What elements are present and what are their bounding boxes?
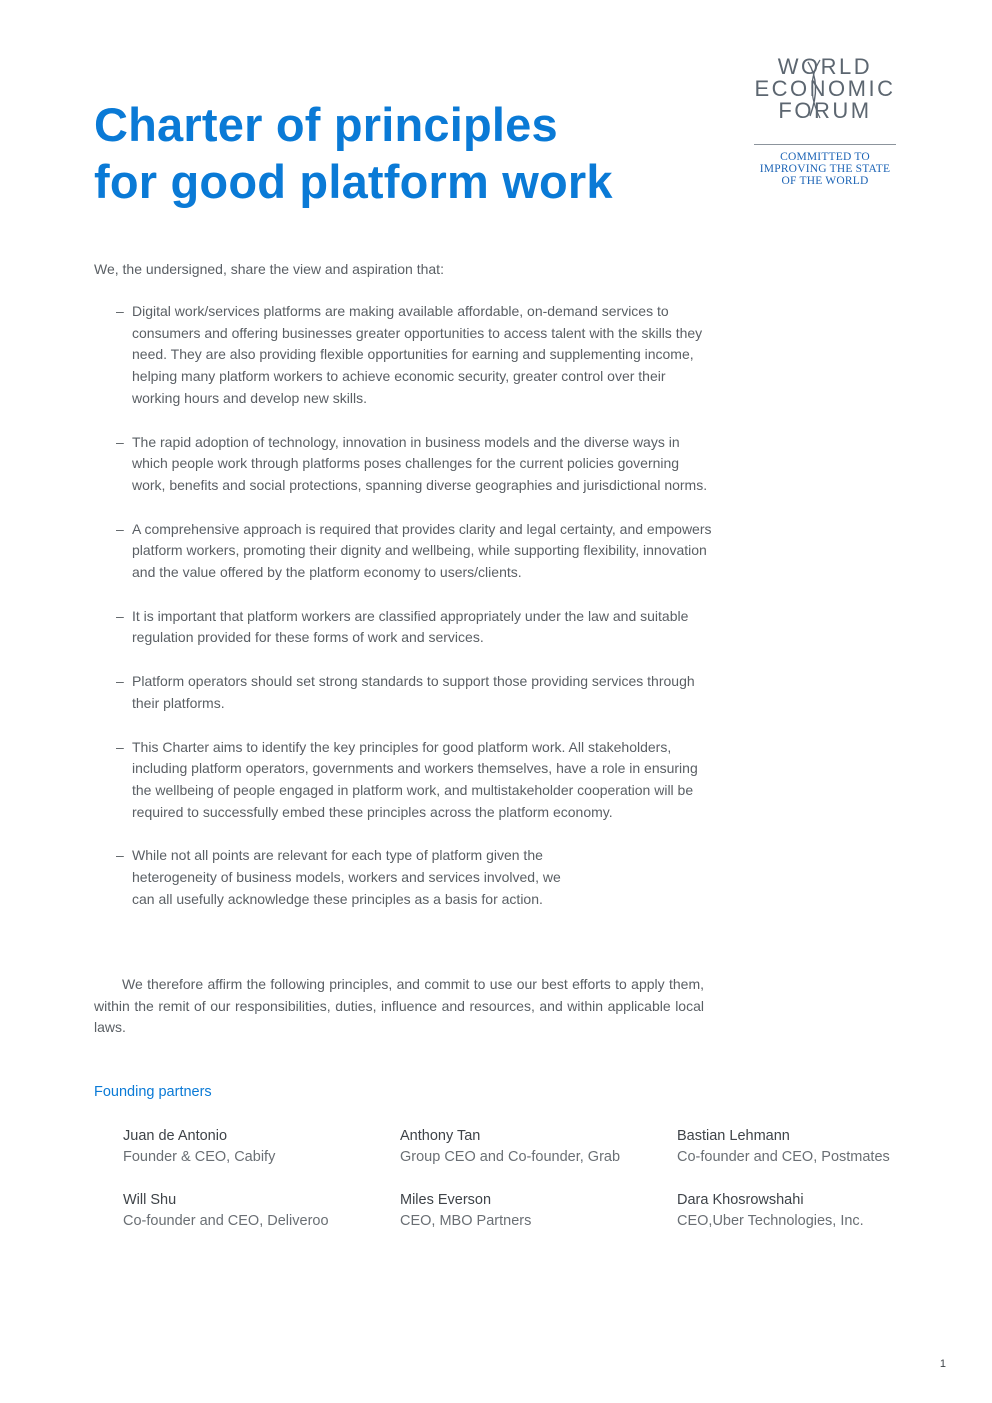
intro-text: We, the undersigned, share the view and aspiration that: <box>94 261 444 277</box>
list-item <box>116 737 716 824</box>
bullet-text: While not all points are relevant for each type of platform given the heterogeneity of business models, workers and services involved, we can all usefully acknowledge these principles as a basis for action. <box>132 847 561 907</box>
principles-list <box>116 301 716 932</box>
partner-role: Co-founder and CEO, Postmates <box>677 1149 890 1165</box>
list-item <box>116 432 716 497</box>
list-item <box>116 845 716 910</box>
partner-name: Miles Everson <box>400 1192 492 1208</box>
partner-role: CEO,Uber Technologies, Inc. <box>677 1213 864 1229</box>
bullet-dash: – <box>116 738 124 755</box>
bullet-dash: – <box>116 673 124 690</box>
bullet-dash: – <box>116 303 124 319</box>
logo-divider <box>754 144 896 145</box>
partner-role: Group CEO and Co-founder, Grab <box>400 1149 621 1165</box>
partner-name: Bastian Lehmann <box>677 1128 790 1144</box>
partner-entry <box>677 1126 923 1168</box>
partner-name: Anthony Tan <box>400 1128 481 1144</box>
partner-entry <box>123 1126 400 1168</box>
bullet-text: Platform operators should set strong standards to support those providing services through their platforms. <box>132 673 695 711</box>
founding-partners-heading: Founding partners <box>94 1084 212 1100</box>
bullet-dash: – <box>116 847 124 864</box>
list-item <box>116 519 716 584</box>
globe-ring-icon <box>750 56 900 126</box>
bullet-dash: – <box>116 433 124 450</box>
list-item <box>116 301 716 410</box>
partners-grid <box>123 1126 923 1232</box>
page-title <box>94 96 714 210</box>
partner-role: CEO, MBO Partners <box>400 1213 532 1229</box>
page-number: 1 <box>939 1358 946 1370</box>
list-item <box>116 671 716 714</box>
partner-entry <box>400 1126 677 1168</box>
bullet-dash: – <box>116 520 124 537</box>
partner-role: Founder & CEO, Cabify <box>123 1149 276 1165</box>
partner-entry <box>677 1190 923 1232</box>
partner-role: Co-founder and CEO, Deliveroo <box>123 1213 329 1229</box>
title-line-1: Charter of principles <box>94 98 558 151</box>
wef-logo <box>750 56 900 187</box>
bullet-text: Digital work/services platforms are making available affordable, on-demand services to consumers and offering businesses greater opportunities to access talent with the skills they need. They are also providing flexible opportunities for earning and supplementing income, helping many platform workers to achieve economic security, greater control over their working hours and develop new skills. <box>132 303 703 406</box>
tagline-line-3: OF THE WORLD <box>781 175 869 187</box>
logo-word-forum: FORUM <box>778 98 872 123</box>
partner-name: Dara Khosrowshahi <box>677 1192 804 1208</box>
logo-tagline <box>750 151 900 187</box>
partner-entry <box>123 1190 400 1232</box>
bullet-text: This Charter aims to identify the key principles for good platform work. All stakeholders, including platform operators, governments and workers themselves, have a role in ensuring the wellbeing of people engaged in platform work, and multistakeholder cooperation will be required to successfully embed these principles across the platform economy. <box>132 738 698 820</box>
tagline-line-2: IMPROVING THE STATE <box>759 163 891 175</box>
bullet-text: The rapid adoption of technology, innovation in business models and the diverse ways in which people work through platforms poses challenges for the current policies governing work, benefits and social protections, spanning diverse geographies and jurisdictional norms. <box>132 433 708 493</box>
logo-word-economic: ECONOMIC <box>754 76 896 101</box>
bullet-dash: – <box>116 607 124 624</box>
partner-name: Juan de Antonio <box>123 1128 228 1144</box>
title-line-2: for good platform work <box>94 155 613 208</box>
logo-word-world: WORLD <box>777 54 873 79</box>
tagline-line-1: COMMITTED TO <box>780 151 870 163</box>
partner-entry <box>400 1190 677 1232</box>
bullet-text: It is important that platform workers are classified appropriately under the law and suitable regulation provided for these forms of work and services. <box>132 607 689 646</box>
list-item <box>116 606 716 649</box>
partner-name: Will Shu <box>123 1192 177 1208</box>
closing-paragraph: We therefore affirm the following principles, and commit to use our best efforts to apply them, within the remit of our responsibilities, duties, influence and resources, and within applicable local laws. <box>94 976 704 1036</box>
bullet-text: A comprehensive approach is required that provides clarity and legal certainty, and empowers platform workers, promoting their dignity and wellbeing, while supporting flexibility, innovation and the value offered by the platform economy to users/clients. <box>132 520 712 581</box>
